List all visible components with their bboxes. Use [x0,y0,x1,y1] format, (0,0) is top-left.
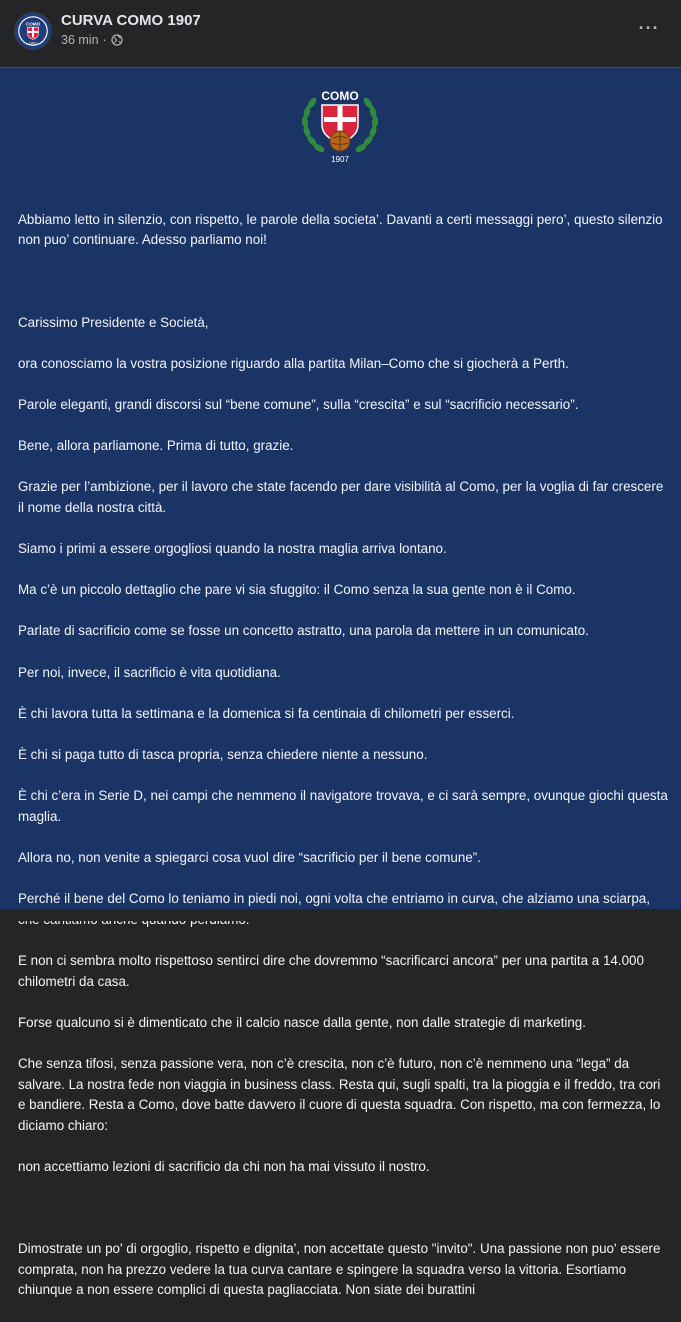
letter-line: Siamo i primi a essere orgogliosi quando la nostra maglia arriva lontano. [18,541,447,557]
letter-line: Grazie per l’ambizione, per il lavoro che state facendo per dare visibilità al Como, per la voglia di far crescere il nome della nostra città. [18,479,664,515]
logo-year: 1907 [331,155,349,164]
more-icon[interactable]: ··· [638,17,660,38]
logo-word: COMO [321,89,359,103]
letter-line: È chi c’era in Serie D, nei campi che nemmeno il navigatore trovava, e ci sarà sempre, ovunque giochi questa maglia. [18,788,668,824]
letter-line: Che senza tifosi, senza passione vera, non c’è crescita, non c’è futuro, non c’è nemmeno una “lega” da salvare. La nostra fede non viaggia in business class. Resta qui, sugli spalti, tra la pioggia e il freddo, tra cori e bandiere. Resta a Como, dove batte davvero il cuore di questa squadra. Con rispetto, ma con fermezza, lo diciamo chiaro: [18,1055,661,1133]
page-avatar[interactable] [14,12,52,50]
letter-line: È chi lavora tutta la settimana e la domenica si fa centinaia di chilometri per esserci. [18,705,515,721]
post-header [0,0,681,58]
letter-line: Forse qualcuno si è dimenticato che il calcio nasce dalla gente, non dalle strategie di marketing. [18,1014,586,1030]
letter-line: Allora no, non venite a spiegarci cosa vuol dire “sacrificio per il bene comune”. [18,850,481,865]
como-crest-icon [15,13,51,49]
meta-separator: · [102,33,107,47]
letter-closing: Dimostrate un po' di orgoglio, rispetto e dignita', non accettate questo "invito". Una passione non puo' essere comprata, non ha prezzo vedere la tua curva cantare e spingere la squadra verso la vittoria. Esortiamo chiunque a non essere complici di questa pagliacciata. Non siate dei burattini [18,1241,661,1298]
letter-line: Bene, allora parliamone. Prima di tutto, grazie. [18,438,294,454]
letter-line: non accettiamo lezioni di sacrificio da chi non ha mai vissuto il nostro. [18,1158,430,1174]
letter-intro: Abbiamo letto in silenzio, con rispetto, le parole della societa’. Davanti a certi messaggi pero’, questo silenzio non puo’ continuare. Adesso parliamo noi! [18,211,663,248]
letter-line: Carissimo Presidente e Società, [18,314,209,330]
post-meta [61,33,123,47]
letter-line: E non ci sembra molto rispettoso sentirci dire che dovremmo “sacrificarci ancora” per una partita a 14.000 chilometri da casa. [18,952,644,989]
avatar-text: COMO [25,22,41,28]
letter-line: Per noi, invece, il sacrificio è vita quotidiana. [18,664,281,680]
post-footer [0,909,681,921]
letter-line: Perché il bene del Como lo teniamo in piedi noi, ogni volta che entriamo in curva, che alziamo una sciarpa, [18,891,650,907]
letter-line: ora conosciamo la vostra posizione riguardo alla partita Milan–Como che si giocherà a Perth. [18,355,569,371]
globe-icon[interactable] [111,34,123,46]
post-time[interactable]: 36 min [61,33,99,47]
letter-body [18,189,668,1322]
letter-line: Parole eleganti, grandi discorsi sul “bene comune”, sulla “crescita” e sul “sacrificio necessario”. [18,396,579,412]
como-logo [297,86,383,164]
page-name[interactable]: CURVA COMO 1907 [61,12,201,29]
letter-line: Ma c’è un piccolo dettaglio che pare vi sia sfuggito: il Como senza la sua gente non è il Como. [18,582,576,598]
letter-line: È chi si paga tutto di tasca propria, senza chiedere niente a nessuno. [18,747,428,763]
football-icon [330,131,350,151]
letter-line: Parlate di sacrificio come se fosse un concetto astratto, una parola da mettere in un comunicato. [18,623,589,639]
avatar-year: 1907 [28,41,38,46]
